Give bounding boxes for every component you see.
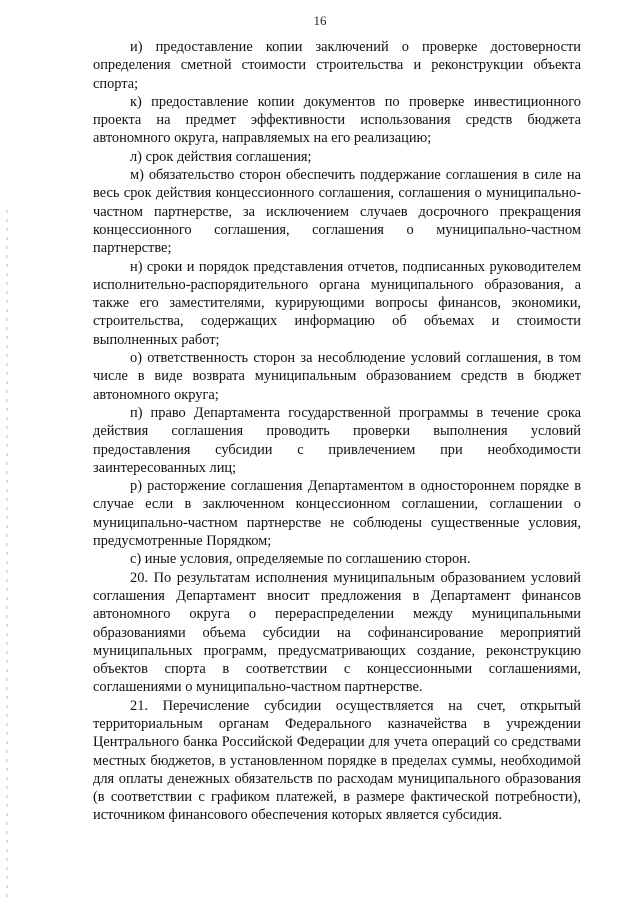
paragraph-m: м) обязательство сторон обеспечить поддержание соглашения в силе на весь срок действия концессионного соглашения, соглашения о муниципально-частном партнерстве, за исключением случаев досрочного прекращения концессионного соглашения, соглашения о муниципально-частном партнерстве; bbox=[93, 167, 581, 257]
paragraph-r: р) расторжение соглашения Департаментом в одностороннем порядке в случае если в заключенном концессионном соглашении, соглашении о муниципально-частном партнерстве не соблюдены существенные условия, предусмотренные Порядком; bbox=[93, 478, 581, 550]
paragraph-20: 20. По результатам исполнения муниципальным образованием условий соглашения Департамент вносит предложения в Департамент финансов автономного округа о перераспределении между муниципальными образованиями объема субсидии на софинансирование мероприятий муниципальных программ, предусматривающих создание, реконструкцию объектов спорта в соответствии с концессионными соглашениями, соглашениями о муниципально-частном партнерстве. bbox=[93, 569, 581, 696]
document-body bbox=[93, 38, 581, 825]
page-number: 16 bbox=[313, 13, 327, 28]
paragraph-s: с) иные условия, определяемые по соглашению сторон. bbox=[130, 551, 471, 568]
paragraph-n: н) сроки и порядок представления отчетов, подписанных руководителем исполнительно-распорядительного органа муниципального образования, а также его заместителями, курирующими вопросы финансов, экономики, строительства, содержащих информацию об объемах и стоимости выполненных работ; bbox=[93, 258, 581, 348]
paragraph-k: к) предоставление копии документов по проверке инвестиционного проекта на предмет эффективности использования средств бюджета автономного округа, направляемых на его реализацию; bbox=[93, 93, 581, 147]
paragraph-21: 21. Перечисление субсидии осуществляется на счет, открытый территориальным органам Федерального казначейства в учреждении Центрального банка Российской Федерации для учета операций со средствами местных бюджетов, в установленном порядке в пределах суммы, необходимой для оплаты денежных обязательств по расходам муниципального образования (в соответствии с графиком платежей, в размере фактической потребности), источником финансового обеспечения которых является субсидия. bbox=[93, 697, 581, 824]
paragraph-p: п) право Департамента государственной программы в течение срока действия соглашения проводить проверки выполнения условий предоставления субсидии с привлечением при необходимости заинтересованных лиц; bbox=[93, 404, 581, 476]
paragraph-o: о) ответственность сторон за несоблюдение условий соглашения, в том числе в виде возврата муниципальным образованием средств в бюджет автономного округа; bbox=[93, 350, 581, 403]
paragraph-i: и) предоставление копии заключений о проверке достоверности определения сметной стоимости строительства и реконструкции объекта спорта; bbox=[93, 39, 581, 92]
scan-margin-mark bbox=[6, 210, 8, 900]
paragraph-l: л) срок действия соглашения; bbox=[130, 148, 312, 165]
